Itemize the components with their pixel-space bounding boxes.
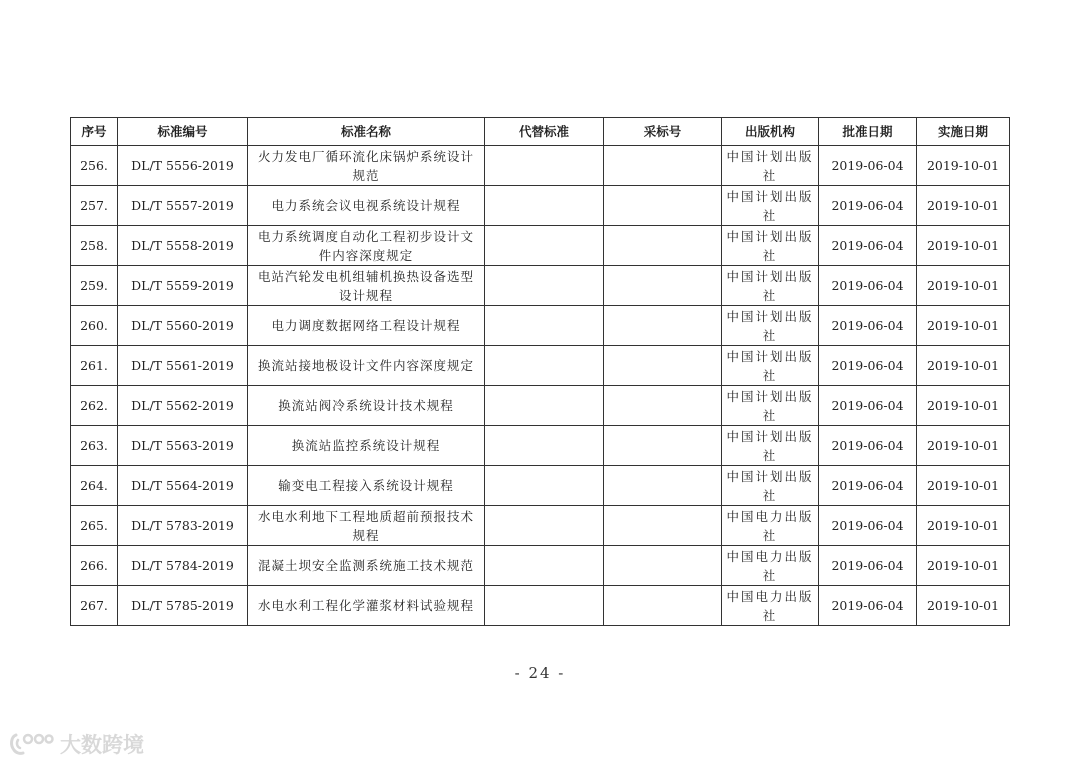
cell-replaces (485, 386, 604, 426)
cell-serial: 266. (71, 546, 118, 586)
cell-serial: 257. (71, 186, 118, 226)
cell-adopted-no (604, 386, 722, 426)
cell-standard-name: 火力发电厂循环流化床锅炉系统设计规范 (248, 146, 485, 186)
cell-serial: 263. (71, 426, 118, 466)
table-body (71, 146, 1010, 626)
table-row (71, 386, 1010, 426)
cell-serial: 260. (71, 306, 118, 346)
cell-adopted-no (604, 426, 722, 466)
table-row (71, 506, 1010, 546)
cell-approval-date: 2019-06-04 (819, 506, 917, 546)
cell-standard-code: DL/T 5563-2019 (118, 426, 248, 466)
cell-serial: 261. (71, 346, 118, 386)
cell-standard-code: DL/T 5783-2019 (118, 506, 248, 546)
cell-approval-date: 2019-06-04 (819, 466, 917, 506)
header-row (71, 118, 1010, 146)
cell-adopted-no (604, 466, 722, 506)
cell-approval-date: 2019-06-04 (819, 266, 917, 306)
cell-serial: 264. (71, 466, 118, 506)
cell-effective-date: 2019-10-01 (917, 466, 1010, 506)
cell-effective-date: 2019-10-01 (917, 426, 1010, 466)
cell-replaces (485, 306, 604, 346)
cell-replaces (485, 146, 604, 186)
table-header (71, 118, 1010, 146)
cell-approval-date: 2019-06-04 (819, 146, 917, 186)
cell-replaces (485, 426, 604, 466)
cell-approval-date: 2019-06-04 (819, 546, 917, 586)
cell-publisher: 中国计划出版社 (722, 346, 819, 386)
cell-serial: 258. (71, 226, 118, 266)
cell-replaces (485, 586, 604, 626)
cell-publisher: 中国计划出版社 (722, 466, 819, 506)
table-row (71, 266, 1010, 306)
cell-approval-date: 2019-06-04 (819, 346, 917, 386)
page-number: - 24 - (514, 664, 566, 682)
cell-standard-code: DL/T 5785-2019 (118, 586, 248, 626)
table-row (71, 586, 1010, 626)
cell-effective-date: 2019-10-01 (917, 506, 1010, 546)
cell-replaces (485, 186, 604, 226)
cell-approval-date: 2019-06-04 (819, 386, 917, 426)
table-row (71, 226, 1010, 266)
wechat-logo-icon (8, 731, 54, 757)
table-row (71, 306, 1010, 346)
cell-approval-date: 2019-06-04 (819, 186, 917, 226)
cell-standard-code: DL/T 5560-2019 (118, 306, 248, 346)
header-standard-name: 标准名称 (248, 118, 485, 146)
cell-effective-date: 2019-10-01 (917, 226, 1010, 266)
header-effective-date: 实施日期 (917, 118, 1010, 146)
cell-publisher: 中国计划出版社 (722, 146, 819, 186)
cell-serial: 256. (71, 146, 118, 186)
cell-standard-code: DL/T 5559-2019 (118, 266, 248, 306)
cell-approval-date: 2019-06-04 (819, 306, 917, 346)
cell-standard-code: DL/T 5556-2019 (118, 146, 248, 186)
cell-standard-name: 电站汽轮发电机组辅机换热设备选型设计规程 (248, 266, 485, 306)
cell-effective-date: 2019-10-01 (917, 266, 1010, 306)
cell-standard-name: 换流站接地极设计文件内容深度规定 (248, 346, 485, 386)
table-row (71, 426, 1010, 466)
table-row (71, 466, 1010, 506)
cell-approval-date: 2019-06-04 (819, 586, 917, 626)
cell-standard-code: DL/T 5558-2019 (118, 226, 248, 266)
cell-standard-name: 电力系统调度自动化工程初步设计文件内容深度规定 (248, 226, 485, 266)
cell-standard-name: 混凝土坝安全监测系统施工技术规范 (248, 546, 485, 586)
cell-standard-name: 电力调度数据网络工程设计规程 (248, 306, 485, 346)
cell-standard-code: DL/T 5784-2019 (118, 546, 248, 586)
header-standard-code: 标准编号 (118, 118, 248, 146)
cell-approval-date: 2019-06-04 (819, 226, 917, 266)
cell-effective-date: 2019-10-01 (917, 146, 1010, 186)
cell-replaces (485, 466, 604, 506)
cell-adopted-no (604, 586, 722, 626)
cell-effective-date: 2019-10-01 (917, 346, 1010, 386)
cell-standard-code: DL/T 5561-2019 (118, 346, 248, 386)
table-row (71, 346, 1010, 386)
cell-standard-name: 换流站阀冷系统设计技术规程 (248, 386, 485, 426)
cell-replaces (485, 506, 604, 546)
watermark (8, 729, 144, 759)
header-replaces: 代替标准 (485, 118, 604, 146)
cell-standard-name: 换流站监控系统设计规程 (248, 426, 485, 466)
cell-publisher: 中国电力出版社 (722, 586, 819, 626)
header-approval-date: 批准日期 (819, 118, 917, 146)
cell-standard-name: 电力系统会议电视系统设计规程 (248, 186, 485, 226)
cell-adopted-no (604, 346, 722, 386)
cell-effective-date: 2019-10-01 (917, 586, 1010, 626)
table-row (71, 546, 1010, 586)
table-row (71, 146, 1010, 186)
cell-approval-date: 2019-06-04 (819, 426, 917, 466)
cell-standard-code: DL/T 5557-2019 (118, 186, 248, 226)
header-adopted-no: 采标号 (604, 118, 722, 146)
watermark-text: 大数跨境 (60, 733, 144, 757)
cell-replaces (485, 546, 604, 586)
header-serial: 序号 (71, 118, 118, 146)
cell-serial: 265. (71, 506, 118, 546)
cell-publisher: 中国计划出版社 (722, 426, 819, 466)
cell-adopted-no (604, 226, 722, 266)
cell-serial: 262. (71, 386, 118, 426)
cell-standard-name: 水电水利地下工程地质超前预报技术规程 (248, 506, 485, 546)
cell-standard-code: DL/T 5562-2019 (118, 386, 248, 426)
cell-publisher: 中国计划出版社 (722, 226, 819, 266)
cell-replaces (485, 266, 604, 306)
cell-standard-name: 水电水利工程化学灌浆材料试验规程 (248, 586, 485, 626)
cell-adopted-no (604, 146, 722, 186)
cell-adopted-no (604, 266, 722, 306)
cell-effective-date: 2019-10-01 (917, 386, 1010, 426)
cell-standard-code: DL/T 5564-2019 (118, 466, 248, 506)
cell-adopted-no (604, 186, 722, 226)
cell-publisher: 中国电力出版社 (722, 506, 819, 546)
cell-publisher: 中国计划出版社 (722, 306, 819, 346)
cell-standard-name: 输变电工程接入系统设计规程 (248, 466, 485, 506)
table-row (71, 186, 1010, 226)
cell-serial: 259. (71, 266, 118, 306)
cell-effective-date: 2019-10-01 (917, 186, 1010, 226)
standards-table (70, 117, 1010, 626)
cell-adopted-no (604, 506, 722, 546)
cell-publisher: 中国电力出版社 (722, 546, 819, 586)
cell-effective-date: 2019-10-01 (917, 306, 1010, 346)
cell-adopted-no (604, 546, 722, 586)
cell-replaces (485, 346, 604, 386)
cell-publisher: 中国计划出版社 (722, 386, 819, 426)
cell-effective-date: 2019-10-01 (917, 546, 1010, 586)
cell-publisher: 中国计划出版社 (722, 186, 819, 226)
cell-serial: 267. (71, 586, 118, 626)
cell-publisher: 中国计划出版社 (722, 266, 819, 306)
header-publisher: 出版机构 (722, 118, 819, 146)
cell-replaces (485, 226, 604, 266)
cell-adopted-no (604, 306, 722, 346)
